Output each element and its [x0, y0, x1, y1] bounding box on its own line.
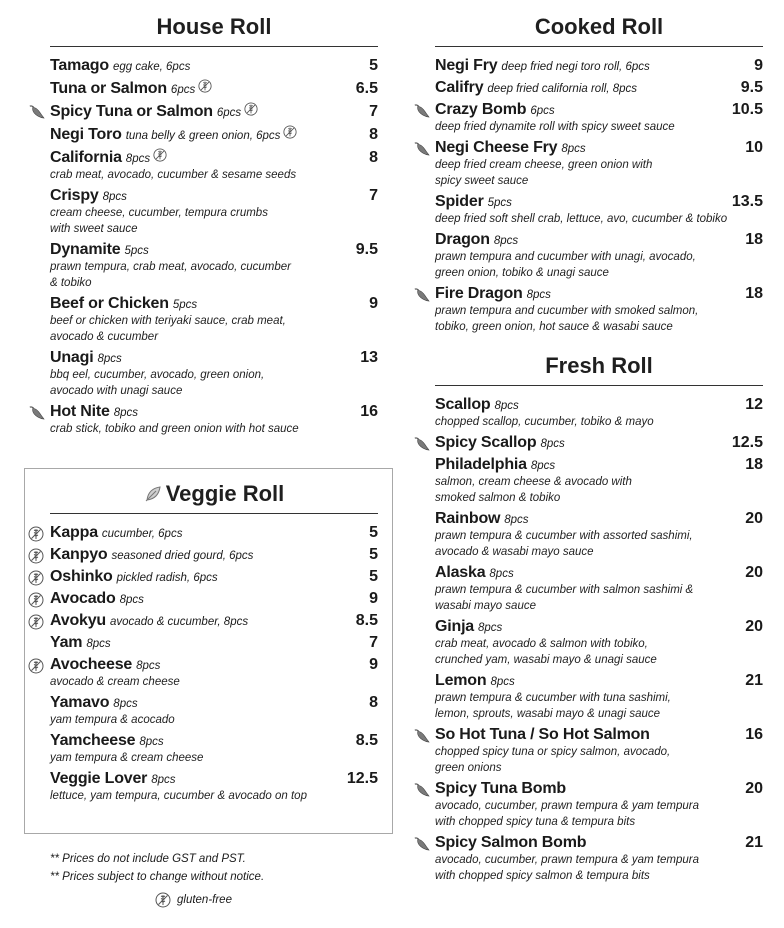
item-price: 9 [369, 656, 378, 673]
menu-item [50, 524, 378, 542]
menu-item [50, 732, 378, 766]
item-details: seasoned dried gourd, 6pcs [111, 550, 254, 562]
item-description: deep fried soft shell crab, lettuce, avo, cucumber & tobiko [435, 213, 728, 225]
item-name: Kappa [50, 524, 98, 541]
item-name: Dragon [435, 231, 490, 248]
item-price: 9 [754, 57, 763, 74]
item-price: 8 [369, 694, 378, 711]
item-price: 7 [369, 187, 378, 204]
item-details: 8pcs [478, 622, 503, 634]
item-name: Unagi [50, 349, 94, 366]
cooked-roll-title: Cooked Roll [435, 14, 763, 47]
item-details: 8pcs [494, 400, 519, 412]
item-details: 8pcs [530, 460, 556, 472]
item-details: 8pcs [97, 353, 122, 365]
chili-pepper-icon [413, 141, 430, 157]
menu-item [435, 396, 763, 430]
gluten-free-icon [28, 570, 44, 586]
menu-item [435, 285, 763, 335]
item-name: Kanpyo [50, 546, 108, 563]
item-details: 6pcs [216, 107, 242, 119]
veggie-roll-list [50, 524, 378, 804]
menu-item [435, 834, 763, 884]
item-details: 8pcs [119, 594, 144, 606]
item-price: 8 [369, 149, 378, 166]
item-price: 8.5 [355, 732, 378, 749]
item-name: Yamavo [50, 694, 110, 711]
item-name: So Hot Tuna / So Hot Salmon [435, 726, 650, 743]
item-name: Philadelphia [435, 456, 527, 473]
item-details: 6pcs [530, 105, 555, 117]
item-price: 9 [369, 295, 378, 312]
item-name: Alaska [435, 564, 486, 581]
veggie-roll-title: Veggie Roll [165, 481, 285, 506]
gst-note: ** Prices do not include GST and PST. [50, 853, 246, 865]
leaf-icon [144, 485, 162, 503]
item-description: bbq eel, cucumber, avocado, green onion, avocado with unagi sauce [50, 369, 265, 397]
menu-item [50, 590, 378, 608]
item-name: Veggie Lover [50, 770, 148, 787]
item-price: 9 [369, 590, 378, 607]
item-name: Avokyu [50, 612, 107, 629]
menu-item [50, 57, 378, 75]
item-price: 18 [745, 456, 763, 473]
item-description: avocado, cucumber, prawn tempura & yam tempura with chopped spicy tuna & tempura bits [435, 800, 699, 828]
item-price: 12.5 [731, 434, 763, 451]
item-description: avocado & cream cheese [50, 676, 180, 688]
item-price: 10.5 [731, 101, 763, 118]
item-details: 8pcs [113, 407, 139, 419]
menu-item [50, 612, 378, 630]
menu-item [50, 295, 378, 345]
menu-item [435, 231, 763, 281]
item-price: 20 [745, 510, 763, 527]
item-description: prawn tempura & cucumber with assorted sashimi, avocado & wasabi mayo sauce [435, 530, 693, 558]
veggie-roll-section [24, 468, 393, 834]
menu-item [50, 349, 378, 399]
item-price: 21 [745, 672, 763, 689]
item-price: 8 [369, 126, 378, 143]
item-price: 13 [360, 349, 378, 366]
item-price: 5 [369, 546, 378, 563]
menu-item [50, 241, 378, 291]
item-description: deep fried cream cheese, green onion with spicy sweet sauce [435, 159, 653, 187]
chili-pepper-icon [28, 405, 45, 421]
item-price: 16 [745, 726, 763, 743]
item-price: 8.5 [355, 612, 378, 629]
menu-item [50, 634, 378, 652]
menu-item [435, 564, 763, 614]
chili-pepper-icon [413, 728, 430, 744]
item-name: Scallop [435, 396, 491, 413]
item-description: yam tempura & acocado [50, 714, 175, 726]
item-details: pickled radish, 6pcs [116, 572, 218, 584]
item-name: Spicy Tuna Bomb [435, 780, 566, 797]
item-price: 20 [745, 618, 763, 635]
item-name: Tamago [50, 57, 109, 74]
chili-pepper-icon [413, 836, 430, 852]
menu-item [435, 193, 763, 227]
cooked-roll-list [435, 57, 763, 335]
menu-item [50, 656, 378, 690]
house-roll-title: House Roll [50, 14, 378, 47]
item-details: 8pcs [490, 676, 515, 688]
gluten-free-icon [153, 148, 167, 162]
item-details: 8pcs [504, 514, 529, 526]
item-price: 9.5 [740, 79, 763, 96]
item-description: salmon, cream cheese & avocado with smoked salmon & tobiko [435, 476, 632, 504]
menu-item [435, 780, 763, 830]
item-details: 8pcs [86, 638, 111, 650]
item-description: chopped scallop, cucumber, tobiko & mayo [435, 416, 654, 428]
menu-item [50, 125, 378, 144]
gluten-free-icon [198, 79, 212, 93]
menu-item [435, 672, 763, 722]
item-price: 5 [369, 568, 378, 585]
item-description: deep fried dynamite roll with spicy sweet sauce [435, 121, 675, 133]
change-note: ** Prices subject to change without notice. [50, 871, 265, 883]
menu-item [50, 546, 378, 564]
item-description: beef or chicken with teriyaki sauce, crab meat, avocado & cucumber [50, 315, 286, 343]
menu-item [435, 101, 763, 135]
item-price: 5 [369, 524, 378, 541]
item-name: Crazy Bomb [435, 101, 527, 118]
price-notes [50, 850, 264, 886]
item-name: Califry [435, 79, 484, 96]
item-description: chopped spicy tuna or spicy salmon, avocado, green onions [435, 746, 671, 774]
item-name: Avocheese [50, 656, 133, 673]
fresh-roll-list [435, 396, 763, 884]
item-description: prawn tempura & cucumber with tuna sashimi, lemon, sprouts, wasabi mayo & unagi sauce [435, 692, 671, 720]
item-details: 5pcs [172, 299, 198, 311]
item-name: Spicy Salmon Bomb [435, 834, 587, 851]
item-details: deep fried california roll, 8pcs [487, 83, 637, 95]
menu-item [50, 79, 378, 98]
item-details: 8pcs [136, 660, 161, 672]
item-price: 20 [745, 780, 763, 797]
right-column [435, 14, 763, 888]
menu-item [50, 187, 378, 237]
item-details: avocado & cucumber, 8pcs [110, 616, 249, 628]
house-roll-list [50, 57, 378, 437]
gluten-free-icon [28, 614, 44, 630]
menu-item [50, 568, 378, 586]
item-price: 18 [745, 231, 763, 248]
gluten-free-label: gluten-free [177, 894, 232, 906]
item-name: California [50, 149, 122, 166]
item-details: 8pcs [489, 568, 514, 580]
item-description: yam tempura & cream cheese [50, 752, 204, 764]
item-price: 9.5 [355, 241, 378, 258]
item-name: Hot Nite [50, 403, 110, 420]
chili-pepper-icon [28, 104, 45, 120]
item-name: Avocado [50, 590, 116, 607]
item-details: deep fried negi toro roll, 6pcs [501, 61, 650, 73]
item-price: 16 [360, 403, 378, 420]
item-details: 8pcs [102, 191, 127, 203]
item-details: 8pcs [526, 289, 551, 301]
item-name: Oshinko [50, 568, 113, 585]
item-price: 7 [369, 103, 378, 120]
item-description: prawn tempura and cucumber with unagi, avocado, green onion, tobiko & unagi sauce [435, 251, 696, 279]
item-name: Lemon [435, 672, 487, 689]
menu-item [435, 79, 763, 97]
item-details: cucumber, 6pcs [101, 528, 183, 540]
item-description: crab meat, avocado & salmon with tobiko, crunched yam, wasabi mayo & unagi sauce [435, 638, 657, 666]
menu-item [435, 456, 763, 506]
item-price: 5 [369, 57, 378, 74]
gluten-free-icon [28, 592, 44, 608]
fresh-roll-title: Fresh Roll [435, 353, 763, 386]
menu-item [435, 434, 763, 452]
item-name: Negi Fry [435, 57, 498, 74]
item-name: Spicy Tuna or Salmon [50, 103, 213, 120]
item-name: Negi Toro [50, 126, 122, 143]
gluten-free-icon [155, 892, 171, 908]
item-name: Spicy Scallop [435, 434, 537, 451]
item-price: 12.5 [346, 770, 378, 787]
item-description: prawn tempura and cucumber with smoked salmon, tobiko, green onion, hot sauce & wasabi sauce [435, 305, 699, 333]
chili-pepper-icon [413, 436, 430, 452]
chili-pepper-icon [413, 103, 430, 119]
house-roll-section [50, 14, 378, 441]
menu-item [50, 102, 378, 121]
item-name: Yam [50, 634, 83, 651]
item-name: Beef or Chicken [50, 295, 169, 312]
menu-item [50, 403, 378, 437]
item-description: lettuce, yam tempura, cucumber & avocado on top [50, 790, 307, 802]
item-details: 6pcs [170, 84, 196, 96]
item-details: 8pcs [151, 774, 176, 786]
item-price: 7 [369, 634, 378, 651]
gluten-free-icon [28, 526, 44, 542]
gluten-free-legend [155, 892, 232, 908]
item-name: Fire Dragon [435, 285, 523, 302]
item-details: 8pcs [139, 736, 164, 748]
gluten-free-icon [283, 125, 297, 139]
item-name: Dynamite [50, 241, 121, 258]
item-details: 8pcs [493, 235, 519, 247]
item-details: 8pcs [561, 143, 586, 155]
veggie-roll-header [50, 481, 378, 514]
item-price: 6.5 [355, 80, 378, 97]
item-description: cream cheese, cucumber, tempura crumbs with sweet sauce [50, 207, 268, 235]
item-description: prawn tempura & cucumber with salmon sashimi & wasabi mayo sauce [435, 584, 694, 612]
gluten-free-icon [28, 658, 44, 674]
item-name: Negi Cheese Fry [435, 139, 558, 156]
item-name: Yamcheese [50, 732, 136, 749]
item-price: 20 [745, 564, 763, 581]
item-description: avocado, cucumber, prawn tempura & yam tempura with chopped spicy salmon & tempura bits [435, 854, 699, 882]
item-description: crab stick, tobiko and green onion with hot sauce [50, 423, 299, 435]
item-details: 5pcs [124, 245, 149, 257]
item-details: 5pcs [487, 197, 512, 209]
item-price: 12 [745, 396, 763, 413]
item-price: 18 [745, 285, 763, 302]
item-description: crab meat, avocado, cucumber & sesame seeds [50, 169, 297, 181]
menu-item [50, 770, 378, 804]
item-price: 21 [745, 834, 763, 851]
menu-item [435, 57, 763, 75]
item-details: 8pcs [113, 698, 138, 710]
item-name: Spider [435, 193, 484, 210]
item-name: Crispy [50, 187, 99, 204]
item-name: Rainbow [435, 510, 501, 527]
item-price: 13.5 [731, 193, 763, 210]
chili-pepper-icon [413, 287, 430, 303]
item-description: prawn tempura, crab meat, avocado, cucumber & tobiko [50, 261, 291, 289]
item-details: tuna belly & green onion, 6pcs [125, 130, 281, 142]
menu-item [50, 694, 378, 728]
item-details: 8pcs [540, 438, 565, 450]
item-price: 10 [745, 139, 763, 156]
menu-item [435, 510, 763, 560]
chili-pepper-icon [413, 782, 430, 798]
item-name: Ginja [435, 618, 475, 635]
menu-item [435, 139, 763, 189]
menu-item [435, 618, 763, 668]
menu-item [50, 148, 378, 183]
item-details: egg cake, 6pcs [112, 61, 191, 73]
item-name: Tuna or Salmon [50, 80, 167, 97]
item-details: 8pcs [125, 153, 151, 165]
gluten-free-icon [244, 102, 258, 116]
menu-item [435, 726, 763, 776]
gluten-free-icon [28, 548, 44, 564]
